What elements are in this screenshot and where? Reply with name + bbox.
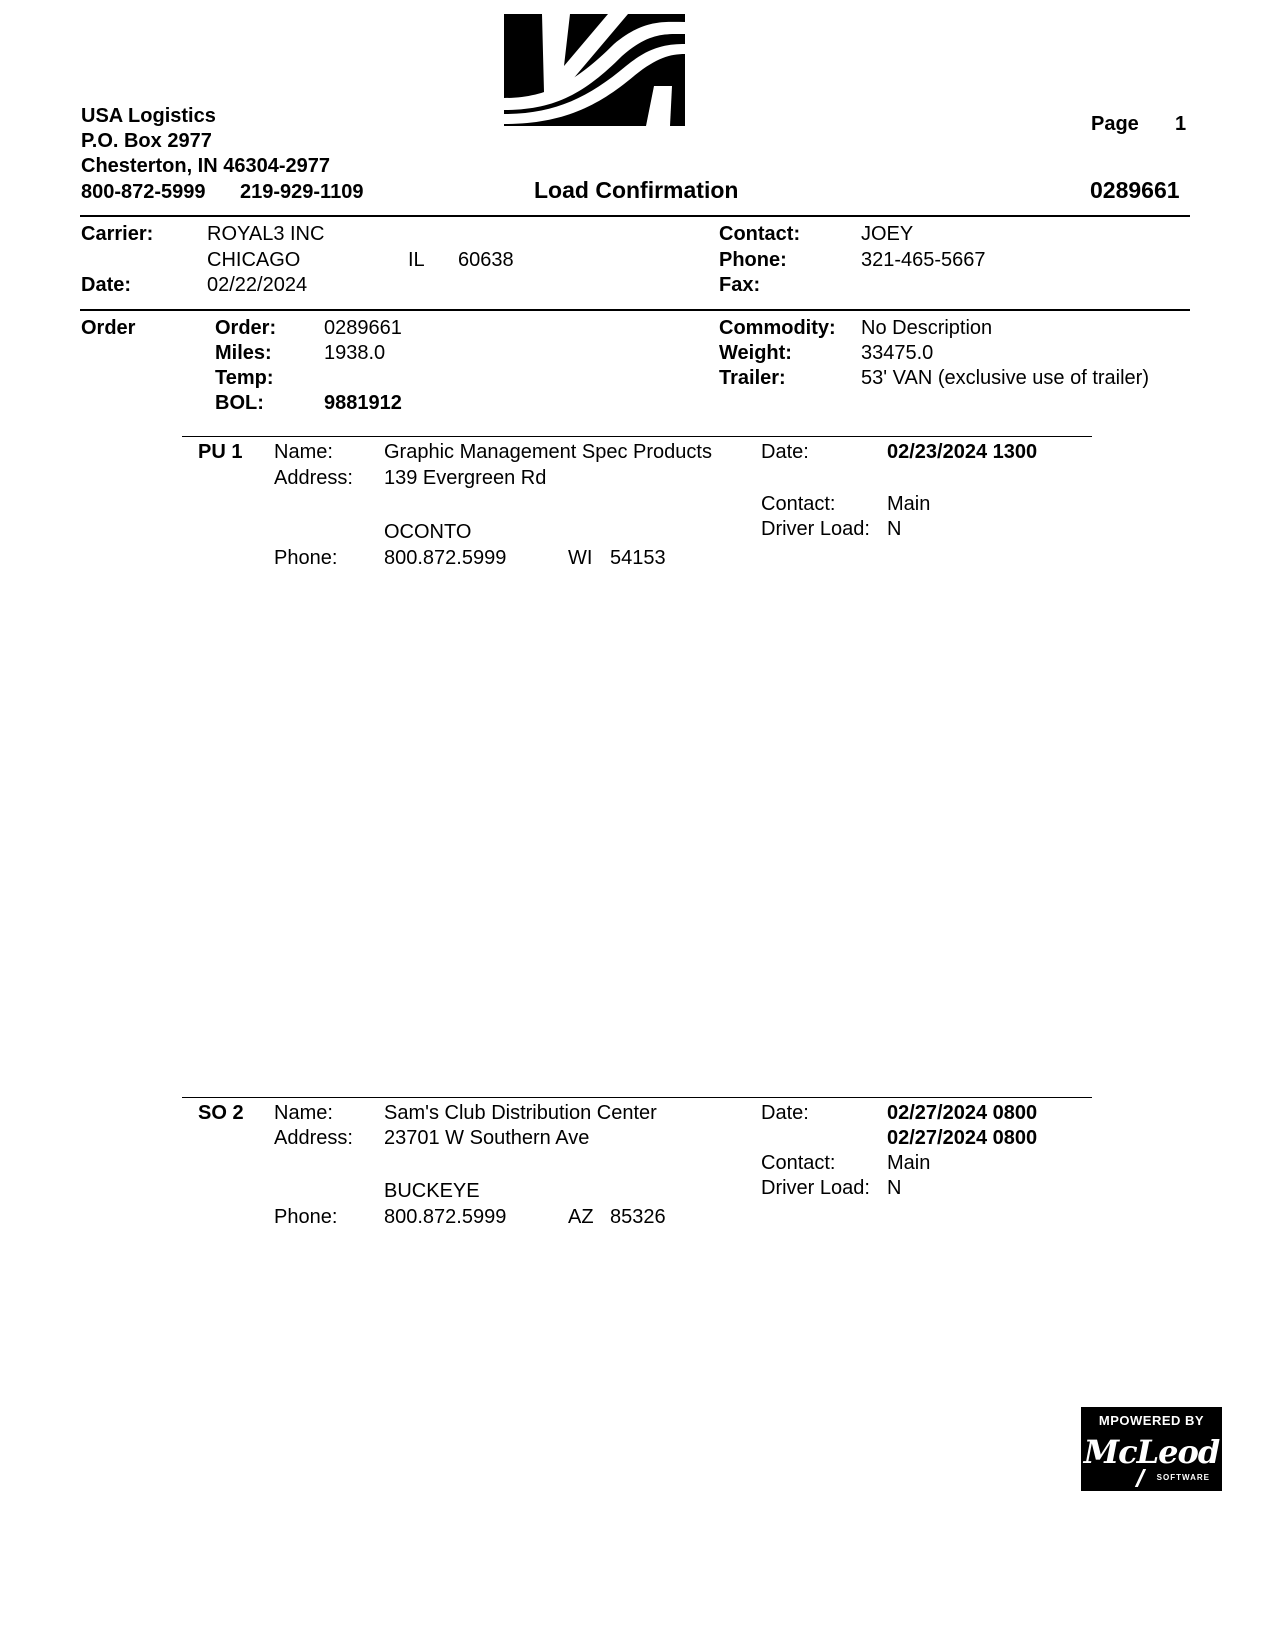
carrier-date: 02/22/2024 <box>207 274 308 296</box>
stop-2-zip: 85326 <box>610 1206 666 1228</box>
contact-value: JOEY <box>861 223 914 245</box>
powered-by-mcleod-badge <box>1081 1407 1222 1491</box>
stop-1-state: WI <box>568 547 593 569</box>
mcleod-slash-mark <box>1135 1469 1146 1487</box>
stop-2-date: 02/27/2024 0800 <box>887 1102 1038 1124</box>
stop-1-zip: 54153 <box>610 547 666 569</box>
company-address-line2: Chesterton, IN 46304-2977 <box>81 155 331 177</box>
company-name: USA Logistics <box>81 105 216 127</box>
fax-label: Fax: <box>719 274 761 296</box>
stop-1-date-label: Date: <box>761 441 809 463</box>
stop-1-driver-load: N <box>887 518 902 540</box>
stop-2-date-2: 02/27/2024 0800 <box>887 1127 1038 1149</box>
commodity-value: No Description <box>861 317 993 339</box>
carrier-name: ROYAL3 INC <box>207 223 325 245</box>
company-address-line1: P.O. Box 2977 <box>81 130 212 152</box>
bol-value: 9881912 <box>324 392 402 414</box>
weight-label: Weight: <box>719 342 792 364</box>
stop-2-address: 23701 W Southern Ave <box>384 1127 590 1149</box>
stop-1-phone: 800.872.5999 <box>384 547 507 569</box>
temp-label: Temp: <box>215 367 274 389</box>
company-phone-1: 800-872-5999 <box>81 181 206 203</box>
commodity-label: Commodity: <box>719 317 836 339</box>
stop-1-city: OCONTO <box>384 521 472 543</box>
mcleod-brand-text: McLeod <box>1083 1433 1220 1471</box>
usa-logistics-logo <box>504 14 685 126</box>
stop-1-name-label: Name: <box>274 441 333 463</box>
stop-1-divider <box>182 436 1092 437</box>
stop-2-driver-load: N <box>887 1177 902 1199</box>
carrier-city: CHICAGO <box>207 249 301 271</box>
document-title: Load Confirmation <box>534 177 739 203</box>
stop-1-address-label: Address: <box>274 467 353 489</box>
stop-1-code: PU 1 <box>198 441 243 463</box>
miles-label: Miles: <box>215 342 272 364</box>
software-text: SOFTWARE <box>1156 1473 1210 1482</box>
stop-1-contact-label: Contact: <box>761 493 836 515</box>
stop-2-contact: Main <box>887 1152 931 1174</box>
bol-label: BOL: <box>215 392 264 414</box>
stop-2-contact-label: Contact: <box>761 1152 836 1174</box>
stop-2-phone-label: Phone: <box>274 1206 338 1228</box>
trailer-label: Trailer: <box>719 367 786 389</box>
stop-1-address: 139 Evergreen Rd <box>384 467 547 489</box>
order-label: Order: <box>215 317 277 339</box>
stop-1-phone-label: Phone: <box>274 547 338 569</box>
contact-label: Contact: <box>719 223 801 245</box>
stop-2-name-label: Name: <box>274 1102 333 1124</box>
stop-2-date-label: Date: <box>761 1102 809 1124</box>
carrier-divider <box>80 309 1190 311</box>
stop-1-date: 02/23/2024 1300 <box>887 441 1038 463</box>
carrier-date-label: Date: <box>81 274 132 296</box>
carrier-label: Carrier: <box>81 223 154 245</box>
carrier-zip: 60638 <box>458 249 514 271</box>
stop-2-divider <box>182 1097 1092 1098</box>
page-label: Page <box>1091 113 1139 135</box>
header-divider <box>80 215 1190 217</box>
page-number: 1 <box>1175 113 1187 135</box>
stop-1-name: Graphic Management Spec Products <box>384 441 712 463</box>
stop-2-city: BUCKEYE <box>384 1180 480 1202</box>
phone-value: 321-465-5667 <box>861 249 986 271</box>
order-section-label: Order <box>81 317 136 339</box>
stop-2-code: SO 2 <box>198 1102 244 1124</box>
stop-2-name: Sam's Club Distribution Center <box>384 1102 657 1124</box>
company-phone-2: 219-929-1109 <box>240 181 364 203</box>
stop-1-contact: Main <box>887 493 931 515</box>
powered-by-text: MPOWERED BY <box>1098 1413 1205 1428</box>
weight-value: 33475.0 <box>861 342 934 364</box>
stop-2-state: AZ <box>568 1206 594 1228</box>
stop-2-phone: 800.872.5999 <box>384 1206 507 1228</box>
stop-2-address-label: Address: <box>274 1127 353 1149</box>
stop-2-driver-load-label: Driver Load: <box>761 1177 870 1199</box>
order-number-header: 0289661 <box>1090 177 1180 203</box>
miles-value: 1938.0 <box>324 342 386 364</box>
phone-label: Phone: <box>719 249 787 271</box>
stop-1-driver-load-label: Driver Load: <box>761 518 870 540</box>
order-value: 0289661 <box>324 317 402 339</box>
carrier-state: IL <box>408 249 425 271</box>
trailer-value: 53' VAN (exclusive use of trailer) <box>861 367 1149 389</box>
